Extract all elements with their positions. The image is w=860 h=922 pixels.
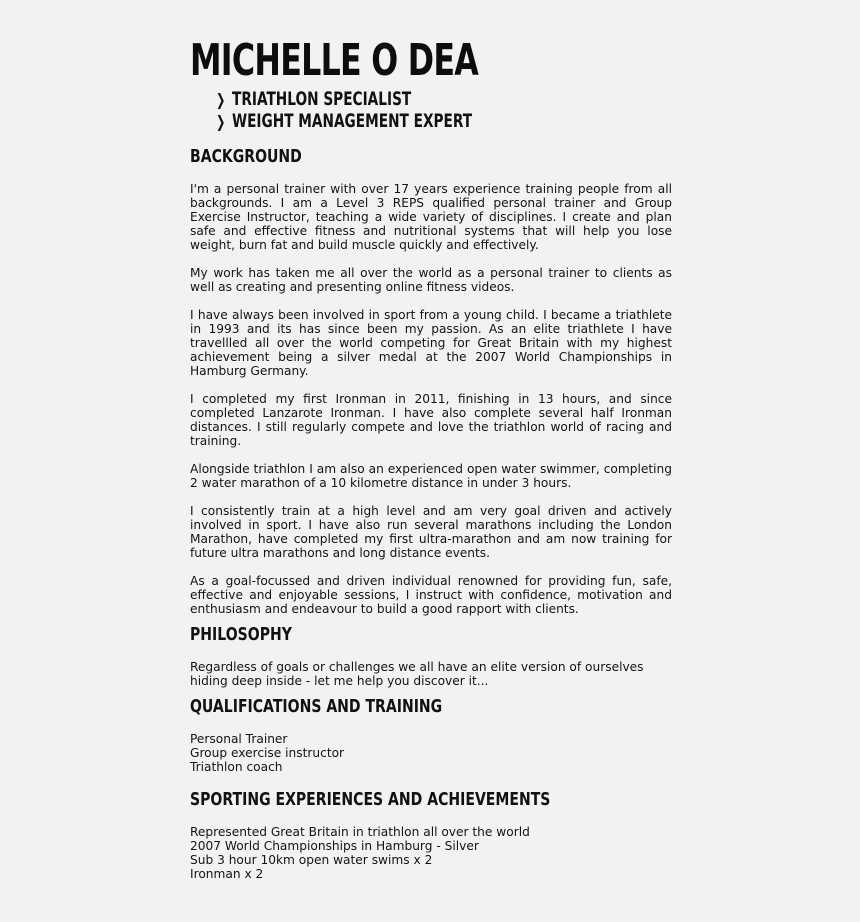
tagline-item bbox=[216, 88, 672, 110]
section-body bbox=[190, 182, 672, 616]
paragraph: Regardless of goals or challenges we all have an elite version of ourselves hiding deep inside - let me help you discover it... bbox=[190, 660, 644, 688]
section-background bbox=[190, 146, 672, 616]
qualification-list bbox=[190, 732, 672, 775]
section-body bbox=[190, 660, 672, 688]
list-item: Ironman x 2 bbox=[190, 867, 264, 882]
paragraph: Alongside triathlon I am also an experienced open water swimmer, completing 2 water marathon of a 10 kilometre distance in under 3 hours. bbox=[190, 462, 672, 490]
paragraph: I consistently train at a high level and am very goal driven and actively involved in sport. I have also run several marathons including the London Marathon, have completed my first ultra-marathon and am now training for future ultra marathons and long distance events. bbox=[190, 504, 672, 560]
chevron-right-icon: ❯ bbox=[216, 111, 226, 131]
section-heading: QUALIFICATIONS AND TRAINING bbox=[190, 696, 443, 717]
paragraph: I have always been involved in sport from a young child. I became a triathlete in 1993 and its has since been my passion. As an elite triathlete I have travellled all over the world competing for Great Britain with my highest achievement being a silver medal at the 2007 World Championships in Hamburg Germany. bbox=[190, 308, 672, 378]
chevron-right-icon: ❯ bbox=[216, 89, 226, 109]
list-item: Triathlon coach bbox=[190, 760, 283, 775]
section-philosophy bbox=[190, 624, 672, 688]
section-heading: BACKGROUND bbox=[190, 146, 302, 167]
list-item: 2007 World Championships in Hamburg - Silver bbox=[190, 838, 479, 853]
paragraph: As a goal-focussed and driven individual renowned for providing fun, safe, effective and enjoyable sessions, I instruct with confidence, motivation and enthusiasm and endeavour to build a good rapport with clients. bbox=[190, 574, 672, 616]
tagline-text: TRIATHLON SPECIALIST bbox=[232, 88, 412, 110]
tagline-list bbox=[216, 88, 672, 132]
section-sporting bbox=[190, 789, 672, 882]
list-item: Personal Trainer bbox=[190, 732, 288, 746]
resume-page bbox=[190, 30, 672, 887]
achievement-list bbox=[190, 825, 672, 882]
tagline-item bbox=[216, 110, 672, 132]
list-item: Sub 3 hour 10km open water swims x 2 bbox=[190, 853, 433, 868]
paragraph: I'm a personal trainer with over 17 years experience training people from all backgrounds. I am a Level 3 REPS qualified personal trainer and Group Exercise Instructor, teaching a wide variety of disciplines. I create and plan safe and effective fitness and nutritional systems that will help you lose weight, burn fat and build muscle quickly and effectively. bbox=[190, 182, 672, 252]
list-item: Represented Great Britain in triathlon all over the world bbox=[190, 824, 530, 839]
paragraph: I completed my first Ironman in 2011, finishing in 13 hours, and since completed Lanzarote Ironman. I have also complete several half Ironman distances. I still regularly compete and love the triathlon world of racing and training. bbox=[190, 392, 672, 448]
paragraph: My work has taken me all over the world as a personal trainer to clients as well as creating and presenting online fitness videos. bbox=[190, 266, 672, 294]
page-title: MICHELLE O DEA bbox=[190, 35, 479, 86]
list-item: Group exercise instructor bbox=[190, 746, 345, 761]
section-heading: PHILOSOPHY bbox=[190, 624, 292, 645]
tagline-text: WEIGHT MANAGEMENT EXPERT bbox=[232, 110, 473, 132]
section-qualifications bbox=[190, 696, 672, 775]
section-heading: SPORTING EXPERIENCES AND ACHIEVEMENTS bbox=[190, 788, 551, 810]
